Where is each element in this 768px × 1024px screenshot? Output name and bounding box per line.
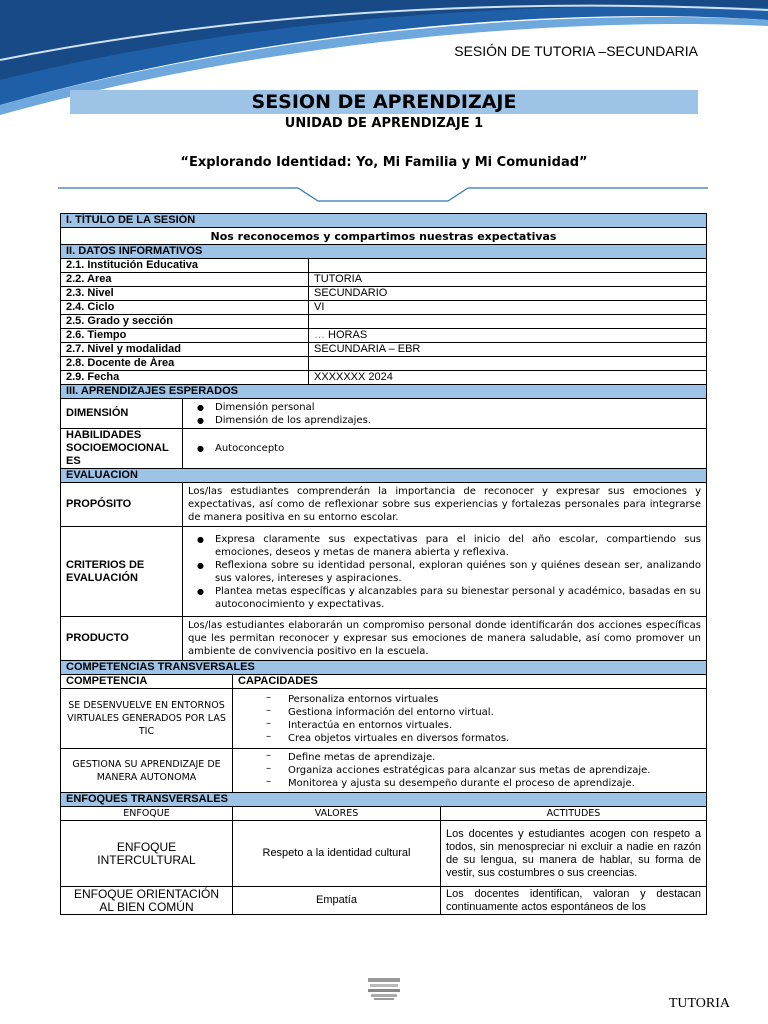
data-label: 2.6. Tiempo — [61, 329, 309, 343]
data-label: 2.8. Docente de Área — [61, 357, 309, 371]
time-unit: HORAS — [325, 329, 368, 341]
list-item: ● Dimensión de los aprendizajes. — [188, 414, 701, 427]
page-title: SESION DE APRENDIZAJE — [70, 90, 698, 114]
data-value: TUTORIA — [309, 273, 707, 287]
data-value — [309, 259, 707, 273]
col-header-valores: VALORES — [233, 807, 441, 821]
dimension-label: DIMENSIÓN — [61, 399, 183, 429]
separator-line — [58, 183, 708, 203]
enfoque-valor: Respeto a la identidad cultural — [233, 821, 441, 887]
criterios-label: CRITERIOS DE EVALUACIÓN — [61, 527, 183, 617]
section-heading: EVALUACION — [61, 469, 707, 483]
col-header-actitudes: ACTITUDES — [441, 807, 707, 821]
data-label: 2.4. Ciclo — [61, 301, 309, 315]
enfoque-valor: Empatía — [233, 887, 441, 915]
list-item: ● Plantea metas específicas y alcanzables para su bienestar personal y académico, basadas en su autoconocimiento y expectativas. — [188, 585, 701, 611]
producto-label: PRODUCTO — [61, 617, 183, 661]
data-value: SECUNDARIA – EBR — [309, 343, 707, 357]
data-value — [309, 357, 707, 371]
proposito-text: Los/las estudiantes comprenderán la importancia de reconocer y expresar sus emociones y expectativas, así como de reflexionar sobre sus experiencias y fortalezas personales para integrarse de manera positiva en su entorno escolar. — [183, 483, 707, 527]
list-item: ● Autoconcepto — [188, 442, 701, 455]
header-title: SESIÓN DE TUTORIA –SECUNDARIA — [454, 43, 698, 59]
section-heading: COMPETENCIAS TRANSVERSALES — [61, 661, 707, 675]
col-header-enfoque: ENFOQUE — [61, 807, 233, 821]
competencia-name: GESTIONA SU APRENDIZAJE DE MANERA AUTONOMA — [61, 749, 233, 793]
proposito-label: PROPÓSITO — [61, 483, 183, 527]
data-label: 2.1. Institución Educativa — [61, 259, 309, 273]
enfoque-actitud: Los docentes identifican, valoran y destacan continuamente actos espontáneos de los — [441, 887, 707, 915]
list-item: – Personaliza entornos virtuales — [238, 693, 701, 706]
unit-subtitle: “Explorando Identidad: Yo, Mi Familia y Mi Comunidad” — [180, 155, 588, 170]
data-label: 2.2. Area — [61, 273, 309, 287]
list-item: – Organiza acciones estratégicas para alcanzar sus metas de aprendizaje. — [238, 764, 701, 777]
enfoque-actitud: Los docentes y estudiantes acogen con respeto a todos, sin menospreciar ni excluir a nadie en razón de su lengua, su manera de hablar, su forma de vestir, sus costumbres o sus creencias. — [441, 821, 707, 887]
session-table — [60, 213, 707, 915]
capacidades-list — [233, 689, 707, 749]
col-header-competencia: COMPETENCIA — [61, 675, 233, 689]
section-heading: I. TÍTULO DE LA SESIÓN — [61, 214, 707, 228]
session-title: Nos reconocemos y compartimos nuestras expectativas — [61, 228, 707, 245]
data-value — [309, 329, 707, 343]
producto-text: Los/las estudiantes elaborarán un compromiso personal donde identificarán dos acciones específicas que les permitan reconocer y expresar sus emociones de manera saludable, así como promover un ambiente de convivencia positivo en la escuela. — [183, 617, 707, 661]
section-heading: III. APRENDIZAJES ESPERADOS — [61, 385, 707, 399]
data-value — [309, 315, 707, 329]
list-item: – Gestiona información del entorno virtual. — [238, 706, 701, 719]
enfoque-name: ENFOQUE ORIENTACIÓN AL BIEN COMÚN — [61, 887, 233, 915]
data-label: 2.3. Nivel — [61, 287, 309, 301]
list-item: – Crea objetos virtuales en diversos formatos. — [238, 732, 701, 745]
data-value: SECUNDARIO — [309, 287, 707, 301]
habilidades-label: HABILIDADES SOCIOEMOCIONAL ES — [61, 429, 183, 469]
capacidades-list — [233, 749, 707, 793]
habilidades-list — [183, 429, 707, 469]
col-header-capacidades: CAPACIDADES — [233, 675, 707, 689]
institution-logo — [366, 976, 402, 1002]
data-label: 2.7. Nivel y modalidad — [61, 343, 309, 357]
section-heading: II. DATOS INFORMATIVOS — [61, 245, 707, 259]
data-label: 2.9. Fecha — [61, 371, 309, 385]
list-item: ● Reflexiona sobre su identidad personal, exploran quiénes son y quiénes desean ser, analizando sus valores, intereses y aspiraciones. — [188, 559, 701, 585]
section-heading: ENFOQUES TRANSVERSALES — [61, 793, 707, 807]
competencia-name: SE DESENVUELVE EN ENTORNOS VIRTUALES GENERADOS POR LAS TIC — [61, 689, 233, 749]
list-item: – Define metas de aprendizaje. — [238, 751, 701, 764]
list-item: – Monitorea y ajusta su desempeño durante el proceso de aprendizaje. — [238, 777, 701, 790]
time-placeholder: … — [314, 329, 325, 341]
data-value: XXXXXXX 2024 — [309, 371, 707, 385]
unidad-title: UNIDAD DE APRENDIZAJE 1 — [284, 116, 484, 131]
list-item: ● Expresa claramente sus expectativas para el inicio del año escolar, compartiendo sus emociones, deseos y metas de manera abierta y reflexiva. — [188, 533, 701, 559]
list-item: – Interactúa en entornos virtuales. — [238, 719, 701, 732]
dimension-list — [183, 399, 707, 429]
footer-label: TUTORIA — [668, 996, 730, 1011]
list-item: ● Dimensión personal — [188, 401, 701, 414]
enfoque-name: ENFOQUE INTERCULTURAL — [61, 821, 233, 887]
data-label: 2.5. Grado y sección — [61, 315, 309, 329]
data-value: VI — [309, 301, 707, 315]
criterios-list — [183, 527, 707, 617]
